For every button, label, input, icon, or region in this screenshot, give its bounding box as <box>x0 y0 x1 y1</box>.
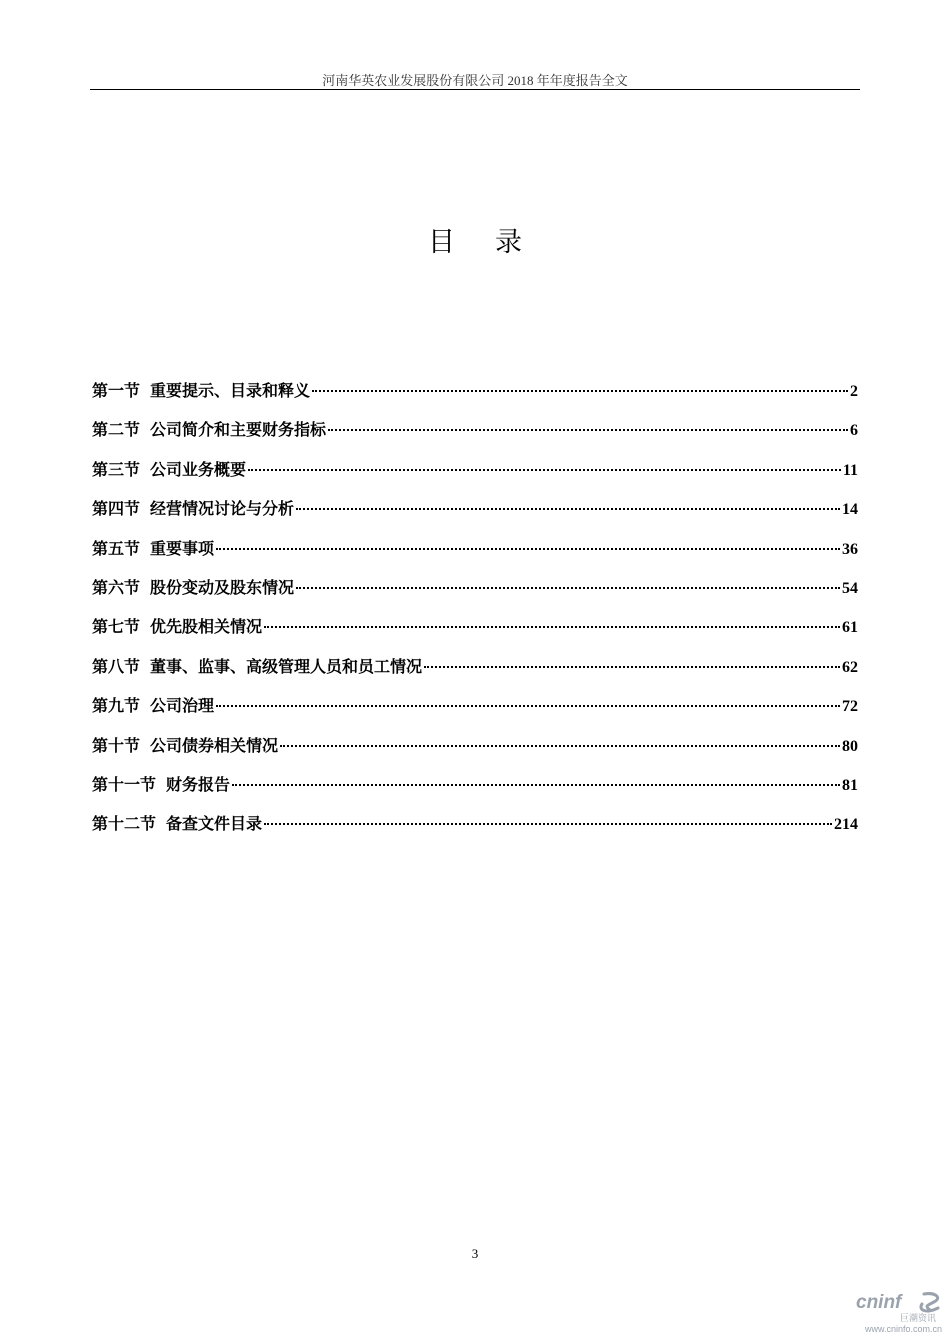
toc-page-number: 6 <box>850 422 858 440</box>
toc-section-title: 重要提示、目录和释义 <box>150 381 311 400</box>
toc-dot-leader <box>264 823 832 825</box>
toc-entry[interactable] <box>92 695 858 734</box>
toc-section-title: 公司简介和主要财务指标 <box>150 420 327 440</box>
toc-page-number: 72 <box>842 698 858 716</box>
toc-page-number: 80 <box>842 737 858 755</box>
toc-page-number: 54 <box>842 579 858 597</box>
toc-entry[interactable] <box>92 419 858 458</box>
cninfo-watermark <box>854 1284 944 1336</box>
toc-section-number: 第七节 <box>92 617 141 637</box>
toc-dot-leader <box>328 429 848 431</box>
toc-section-title: 公司治理 <box>150 696 215 716</box>
table-of-contents <box>92 380 858 853</box>
toc-dot-leader <box>216 548 840 550</box>
toc-page-number: 2 <box>850 383 858 400</box>
toc-section-number: 第十节 <box>92 735 141 755</box>
toc-dot-leader <box>296 508 840 510</box>
toc-page-number: 61 <box>842 619 858 637</box>
toc-page-number: 214 <box>834 816 858 834</box>
toc-section-number: 第八节 <box>92 656 141 676</box>
toc-entry[interactable] <box>92 459 858 498</box>
toc-section-number: 第五节 <box>92 538 141 558</box>
toc-section-title: 董事、监事、高级管理人员和员工情况 <box>150 656 423 676</box>
page-header-title: 河南华英农业发展股份有限公司 2018 年年度报告全文 <box>322 73 628 88</box>
toc-dot-leader <box>280 745 840 747</box>
toc-section-number: 第十一节 <box>92 774 157 794</box>
toc-page-number: 11 <box>842 461 858 479</box>
toc-dot-leader <box>248 469 841 471</box>
toc-dot-leader <box>424 666 840 668</box>
toc-entry[interactable] <box>92 656 858 695</box>
page-number: 3 <box>471 1246 479 1261</box>
toc-section-number: 第三节 <box>92 459 141 479</box>
cninfo-logo-icon <box>854 1284 944 1324</box>
toc-dot-leader <box>232 784 840 786</box>
toc-entry[interactable] <box>92 813 858 852</box>
toc-page-number: 14 <box>842 501 858 519</box>
toc-page-number: 62 <box>842 658 858 676</box>
toc-section-title: 重要事项 <box>150 538 215 558</box>
toc-section-title: 优先股相关情况 <box>150 617 263 637</box>
toc-section-title: 备查文件目录 <box>166 814 263 834</box>
toc-section-title: 公司债券相关情况 <box>150 735 279 755</box>
cninfo-logo-text: cninf <box>856 1292 902 1313</box>
toc-section-number: 第一节 <box>92 381 141 400</box>
toc-entry[interactable] <box>92 735 858 774</box>
swirl-icon <box>921 1294 938 1311</box>
toc-title: 目录 <box>428 227 562 258</box>
toc-section-title: 股份变动及股东情况 <box>150 577 295 597</box>
toc-section-number: 第四节 <box>92 499 141 519</box>
toc-section-number: 第十二节 <box>92 814 157 834</box>
toc-page-number: 81 <box>842 776 858 794</box>
cninfo-url: www.cninfo.com.cn <box>864 1324 942 1334</box>
toc-entry[interactable] <box>92 380 858 419</box>
toc-entry[interactable] <box>92 774 858 813</box>
toc-section-title: 财务报告 <box>166 774 231 794</box>
cninfo-logo-subtitle: 巨潮资讯 <box>900 1314 937 1324</box>
toc-section-number: 第九节 <box>92 696 141 716</box>
toc-dot-leader <box>296 587 840 589</box>
toc-section-title: 经营情况讨论与分析 <box>150 499 295 519</box>
toc-entry[interactable] <box>92 498 858 537</box>
toc-section-title: 公司业务概要 <box>150 459 247 479</box>
toc-dot-leader <box>264 626 840 628</box>
toc-page-number: 36 <box>842 540 858 558</box>
toc-section-number: 第二节 <box>92 420 141 440</box>
toc-entry[interactable] <box>92 616 858 655</box>
toc-entry[interactable] <box>92 538 858 577</box>
toc-dot-leader <box>216 705 840 707</box>
header-divider <box>90 89 860 90</box>
toc-section-number: 第六节 <box>92 577 141 597</box>
toc-entry[interactable] <box>92 577 858 616</box>
toc-dot-leader <box>312 390 848 392</box>
